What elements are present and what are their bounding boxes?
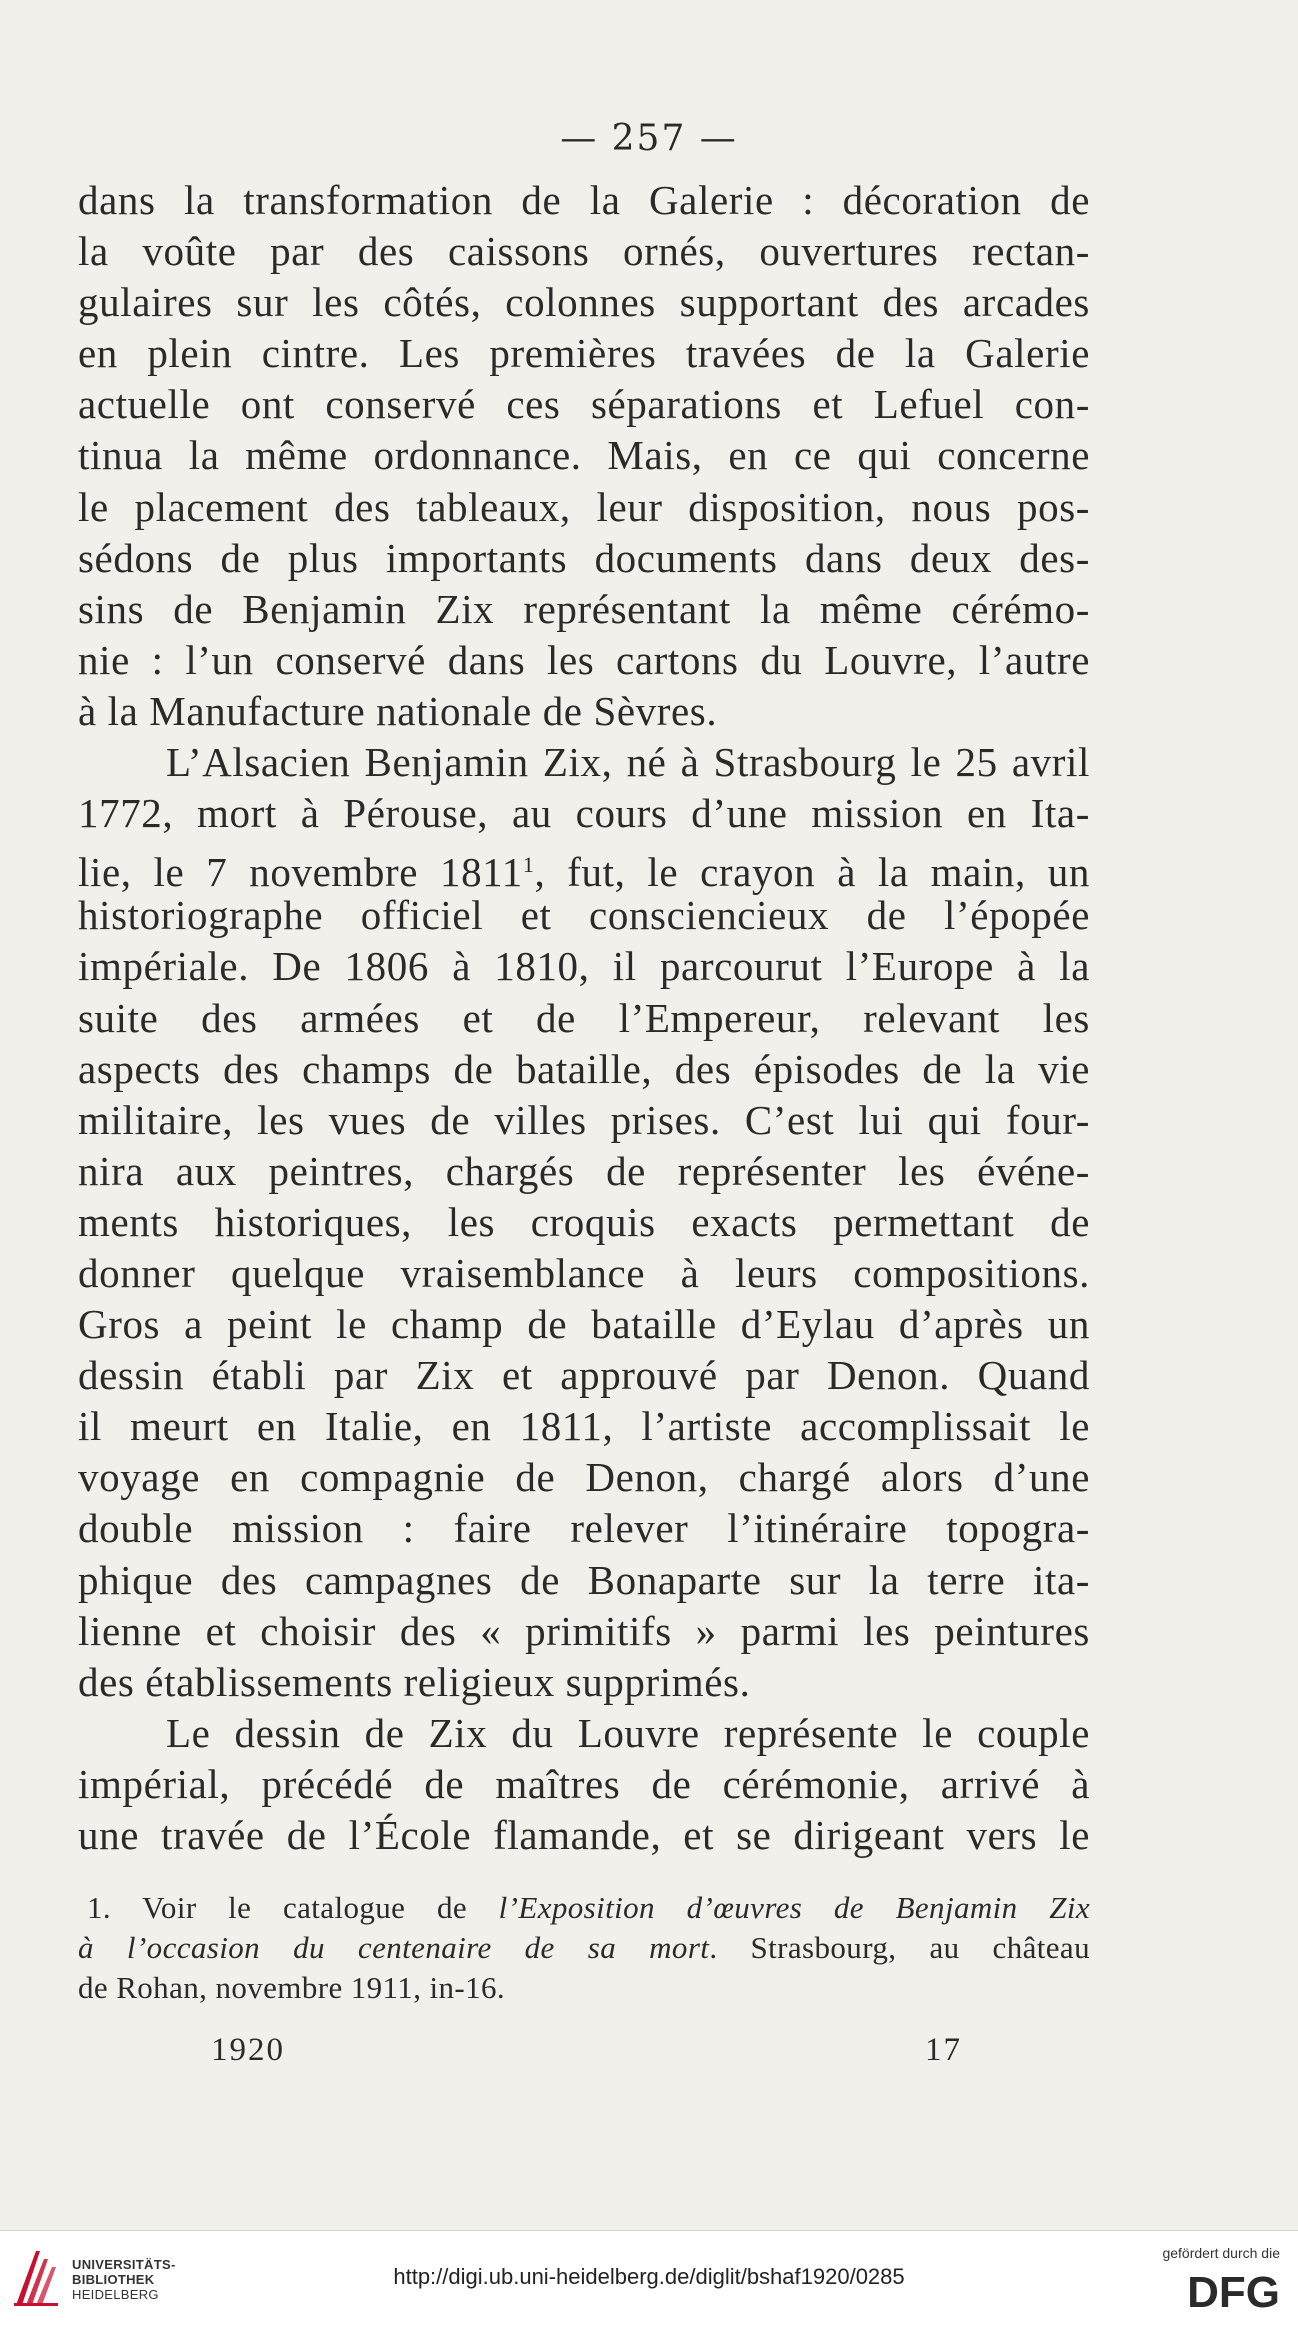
- text-line: lienne et choisir des « primitifs » parmi les peintures: [78, 1607, 1090, 1654]
- text-line: impériale. De 1806 à 1810, il parcourut l’Europe à la: [78, 943, 1090, 990]
- text-line: militaire, les vues de villes prises. C’est lui qui four-: [78, 1096, 1090, 1143]
- text-segment: , fut, le crayon à la main, un: [534, 849, 1090, 896]
- library-name-line: HEIDELBERG: [72, 2287, 159, 2302]
- text-line: historiographe officiel et consciencieux de l’épopée: [78, 892, 1090, 939]
- text-line: le placement des tableaux, leur disposition, nous pos-: [78, 483, 1090, 530]
- dfg-logo-icon: [1160, 2267, 1280, 2313]
- signature-year: 1920: [211, 2032, 285, 2068]
- text-line: ments historiques, les croquis exacts permettant de: [78, 1198, 1090, 1245]
- footnote: [78, 1888, 1090, 2008]
- page-number: — 257 —: [560, 118, 738, 159]
- text-line: sins de Benjamin Zix représentant la même cérémo-: [78, 585, 1090, 632]
- footnote-line: [78, 1928, 1090, 1968]
- footnote-number: 1.: [87, 1890, 112, 1925]
- text-line: une travée de l’École flamande, et se dirigeant vers le: [78, 1812, 1090, 1858]
- text-line: la voûte par des caissons ornés, ouvertures rectan-: [78, 228, 1090, 275]
- footnote-line: [78, 1888, 1090, 1928]
- signature-number: 17: [925, 2032, 962, 2068]
- text-line: sédons de plus importants documents dans deux des-: [78, 534, 1090, 581]
- text-line: dans la transformation de la Galerie : décoration de: [78, 177, 1090, 223]
- text-line: 1772, mort à Pérouse, au cours d’une mission en Ita-: [78, 790, 1090, 837]
- footnote-marker: 1: [522, 852, 535, 878]
- text-line: dessin établi par Zix et approuvé par Denon. Quand: [78, 1352, 1090, 1399]
- dfg-logo-text: DFG: [1187, 2268, 1280, 2313]
- footnote-text: . Strasbourg, au château: [709, 1930, 1090, 1965]
- library-name-line: UNIVERSITÄTS-: [72, 2257, 176, 2272]
- text-line: des établissements religieux supprimés.: [78, 1658, 751, 1705]
- text-line: donner quelque vraisemblance à leurs compositions.: [78, 1249, 1090, 1296]
- text-line: il meurt en Italie, en 1811, l’artiste accomplissait le: [78, 1403, 1090, 1450]
- text-line: double mission : faire relever l’itinéraire topogra-: [78, 1505, 1090, 1552]
- text-line: Gros a peint le champ de bataille d’Eylau d’après un: [78, 1301, 1090, 1348]
- footnote-title: à l’occasion du centenaire de sa mort: [78, 1930, 710, 1965]
- text-line: à la Manufacture nationale de Sèvres.: [78, 687, 718, 734]
- text-line: gulaires sur les côtés, colonnes supportant des arcades: [78, 279, 1090, 326]
- source-url-link[interactable]: http://digi.ub.uni-heidelberg.de/diglit/bshaf1920/0285: [393, 2264, 905, 2289]
- text-line: impérial, précédé de maîtres de cérémonie, arrivé à: [78, 1760, 1090, 1807]
- text-line: L’Alsacien Benjamin Zix, né à Strasbourg le 25 avril: [166, 739, 1090, 786]
- text-line: [78, 839, 1090, 896]
- text-line: Le dessin de Zix du Louvre représente le couple: [166, 1709, 1090, 1756]
- footnote-title: l’Exposition d’œuvres de Benjamin Zix: [498, 1890, 1091, 1925]
- printer-signature: [0, 2032, 1298, 2076]
- text-line: suite des armées et de l’Empereur, relevant les: [78, 994, 1090, 1041]
- footnote-text: Voir le catalogue de: [142, 1890, 499, 1925]
- text-line: nira aux peintres, chargés de représenter les événe-: [78, 1147, 1090, 1194]
- text-line: phique des campagnes de Bonaparte sur la terre ita-: [78, 1556, 1090, 1603]
- text-line: aspects des champs de bataille, des épisodes de la vie: [78, 1045, 1090, 1092]
- text-segment: lie, le 7 novembre 1811: [78, 849, 523, 896]
- digitization-footer: [0, 2230, 1298, 2326]
- text-line: nie : l’un conservé dans les cartons du Louvre, l’autre: [78, 636, 1090, 683]
- text-line: en plein cintre. Les premières travées de la Galerie: [78, 330, 1090, 377]
- library-name-line: BIBLIOTHEK: [72, 2272, 155, 2287]
- footnote-line: de Rohan, novembre 1911, in-16.: [78, 1970, 506, 2005]
- funder-note: gefördert durch die: [1162, 2245, 1280, 2261]
- funder: [1120, 2245, 1280, 2313]
- text-line: tinua la même ordonnance. Mais, en ce qui concerne: [78, 432, 1090, 479]
- body-text: [78, 175, 1090, 1861]
- text-line: voyage en compagnie de Denon, chargé alors d’une: [78, 1454, 1090, 1501]
- text-line: actuelle ont conservé ces séparations et Lefuel con-: [78, 381, 1090, 428]
